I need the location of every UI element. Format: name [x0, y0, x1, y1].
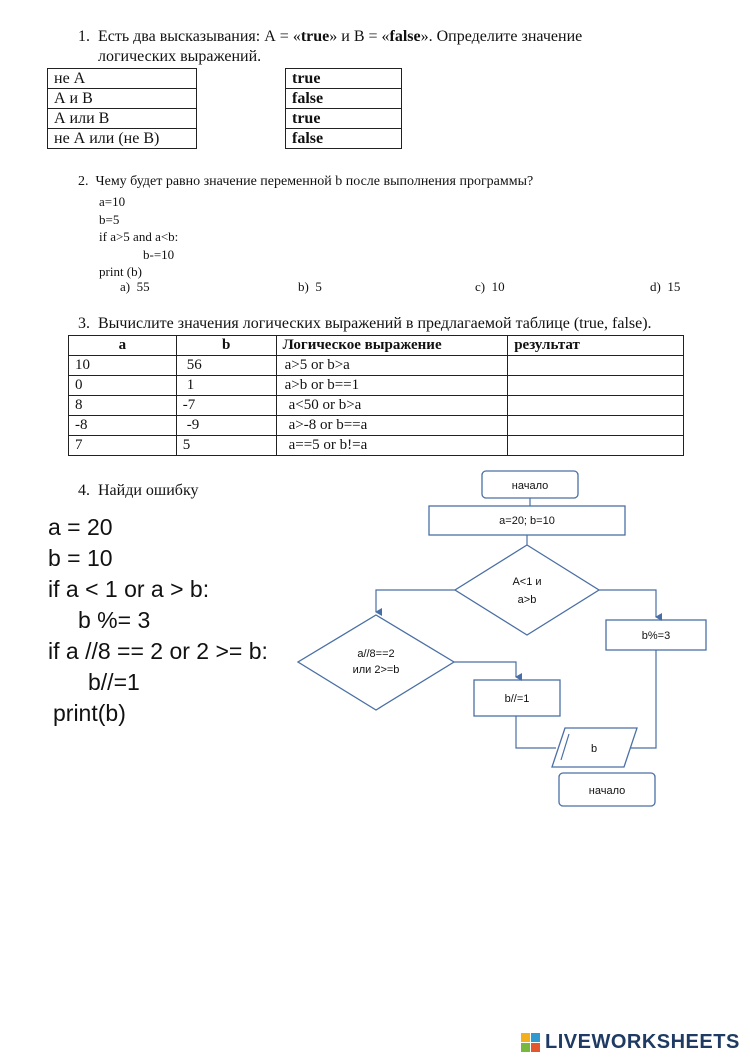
q1-expr-cell: не А [48, 69, 197, 89]
cell-a: 0 [69, 376, 177, 396]
flow-start-label: начало [511, 480, 549, 492]
flow-cond1-diamond [455, 545, 599, 635]
cell-b: 5 [176, 436, 276, 456]
q1-expr-cell: А или В [48, 109, 197, 129]
q1-answer-cell[interactable]: false [286, 89, 402, 109]
q1-text-pre: Есть два высказывания: А = « [98, 28, 301, 45]
q3-number: 3. [78, 315, 90, 332]
q3-text: Вычислите значения логических выражений в предлагаемой таблице (true, false). [98, 315, 652, 332]
q1-answer-cell[interactable]: true [286, 69, 402, 89]
q1-answer-cell[interactable]: true [286, 109, 402, 129]
code-line: a = 20 [48, 514, 113, 540]
q1-a-value: true [300, 28, 330, 45]
liveworksheets-logo-icon [521, 1033, 541, 1053]
q1-b-value: false [389, 28, 421, 45]
flow-arrow [599, 590, 656, 617]
code-line: b %= 3 [78, 607, 151, 633]
q2-number: 2. [78, 174, 89, 189]
cell-a: -8 [69, 416, 177, 436]
q4-text: Найди ошибку [98, 482, 199, 499]
flow-arrow [516, 716, 556, 748]
code-line: if a>5 and a<b: [99, 229, 179, 244]
cell-expr: a>-8 or b==a [276, 416, 508, 436]
column-header-result: результат [508, 336, 684, 356]
column-header-a: a [69, 336, 177, 356]
flow-arrow [454, 662, 516, 677]
flow-output-label: b [590, 743, 598, 755]
column-header-b: b [176, 336, 276, 356]
q2-option-b[interactable]: b) 5 [298, 279, 322, 294]
flow-cond1-label: A<1 и [512, 576, 542, 588]
flow-action2-label: b//=1 [504, 693, 530, 705]
code-line: if a //8 == 2 or 2 >= b: [48, 638, 268, 664]
cell-b: -7 [176, 396, 276, 416]
cell-b: -9 [176, 416, 276, 436]
cell-expr: a>b or b==1 [276, 376, 508, 396]
liveworksheets-logo-text: LIVEWORKSHEETS [545, 1031, 740, 1053]
q1-text-mid: » и В = « [329, 28, 390, 45]
cell-expr: a==5 or b!=a [276, 436, 508, 456]
flow-cond1-label: a>b [517, 594, 537, 606]
cell-b: 1 [176, 376, 276, 396]
cell-expr: a>5 or b>a [276, 356, 508, 376]
code-line: if a < 1 or a > b: [48, 576, 210, 602]
flow-assign-label: a=20; b=10 [499, 515, 555, 527]
code-line: print(b) [53, 700, 126, 726]
q2-option-d[interactable]: d) 15 [650, 279, 681, 294]
flow-cond2-diamond [298, 615, 454, 710]
code-line: b//=1 [88, 669, 140, 695]
cell-a: 8 [69, 396, 177, 416]
cell-b: 56 [176, 356, 276, 376]
q2-text: Чему будет равно значение переменной b после выполнения программы? [95, 174, 534, 189]
liveworksheets-logo [521, 1031, 740, 1054]
flow-cond2-label: или 2>=b [352, 664, 400, 676]
flow-action1-label: b%=3 [641, 630, 671, 642]
flow-cond2-label: a//8==2 [357, 648, 395, 660]
q1-expr-cell: А и В [48, 89, 197, 109]
code-line: print (b) [99, 264, 142, 279]
flow-end-label: начало [588, 785, 626, 797]
code-line: b=5 [99, 211, 120, 227]
q2-option-a[interactable]: a) 55 [120, 279, 150, 294]
cell-expr: a<50 or b>a [276, 396, 508, 416]
q4-number: 4. [78, 482, 90, 499]
code-line: b = 10 [48, 545, 113, 571]
q1-heading-line2: логических выражений. [98, 48, 262, 65]
q1-text-post: ». Определите значение [420, 28, 583, 45]
q1-answer-cell[interactable]: false [286, 129, 402, 149]
q1-number: 1. [78, 28, 90, 45]
column-header-expr: Логическое выражение [276, 336, 508, 356]
code-line: a=10 [99, 194, 126, 209]
flow-arrow [376, 590, 455, 612]
q2-option-c[interactable]: c) 10 [475, 279, 505, 294]
q1-expr-cell: не А или (не В) [48, 129, 197, 149]
code-line: b-=10 [143, 246, 175, 262]
cell-a: 7 [69, 436, 177, 456]
cell-a: 10 [69, 356, 177, 376]
